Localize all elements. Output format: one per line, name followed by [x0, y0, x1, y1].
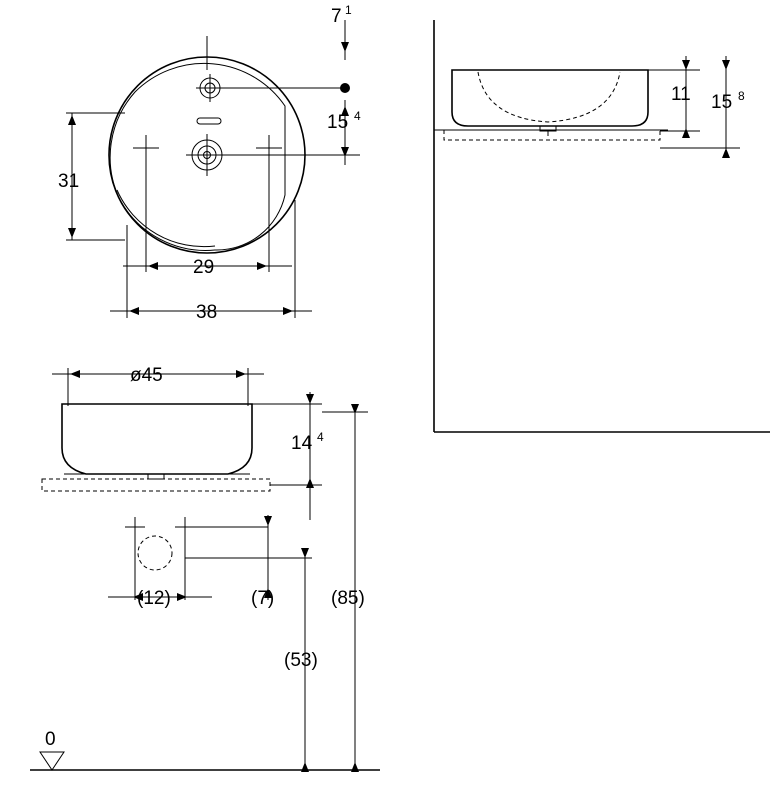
dim-o45-value: ø45: [130, 365, 163, 386]
front-elevation-geometry: [30, 404, 380, 770]
label-31: [58, 171, 79, 192]
dim-7-value: 7: [331, 6, 342, 27]
dim-7-superscript: 1: [345, 3, 352, 17]
datum-zero-value: 0: [45, 729, 56, 750]
label-53: [284, 650, 318, 671]
label-12: [137, 588, 171, 609]
dim-14-value: 14: [291, 433, 313, 454]
dim-53-value: (53): [284, 650, 318, 671]
label-29: [193, 257, 214, 278]
dim-38-value: 38: [196, 302, 218, 323]
label-15-4: [327, 109, 361, 133]
label-7-paren: [251, 588, 274, 609]
dim-14-superscript: 4: [317, 430, 324, 444]
dim-15-value: 15: [327, 112, 349, 133]
dim-29-value: 29: [193, 257, 215, 278]
front-view-dimensions: [52, 368, 368, 772]
label-o45: [130, 365, 163, 386]
dim-85-value: (85): [331, 588, 365, 609]
dim-15-8-superscript: 8: [738, 89, 745, 103]
datum-label: [45, 729, 56, 750]
dim-15-8-value: 15: [711, 92, 733, 113]
dim-7p-value: (7): [251, 588, 275, 609]
label-11: [671, 84, 691, 105]
label-15-8: [711, 89, 745, 113]
label-85: [331, 588, 365, 609]
dim-31-value: 31: [58, 171, 80, 192]
label-7-1: [331, 3, 352, 27]
dim-15-superscript: 4: [354, 109, 361, 123]
label-14-4: [291, 430, 324, 454]
dim-11-value: 11: [671, 84, 691, 105]
side-section-geometry: [434, 20, 770, 432]
top-view-geometry: [109, 36, 305, 253]
label-38: [196, 302, 217, 323]
dim-12-value: (12): [137, 588, 171, 609]
